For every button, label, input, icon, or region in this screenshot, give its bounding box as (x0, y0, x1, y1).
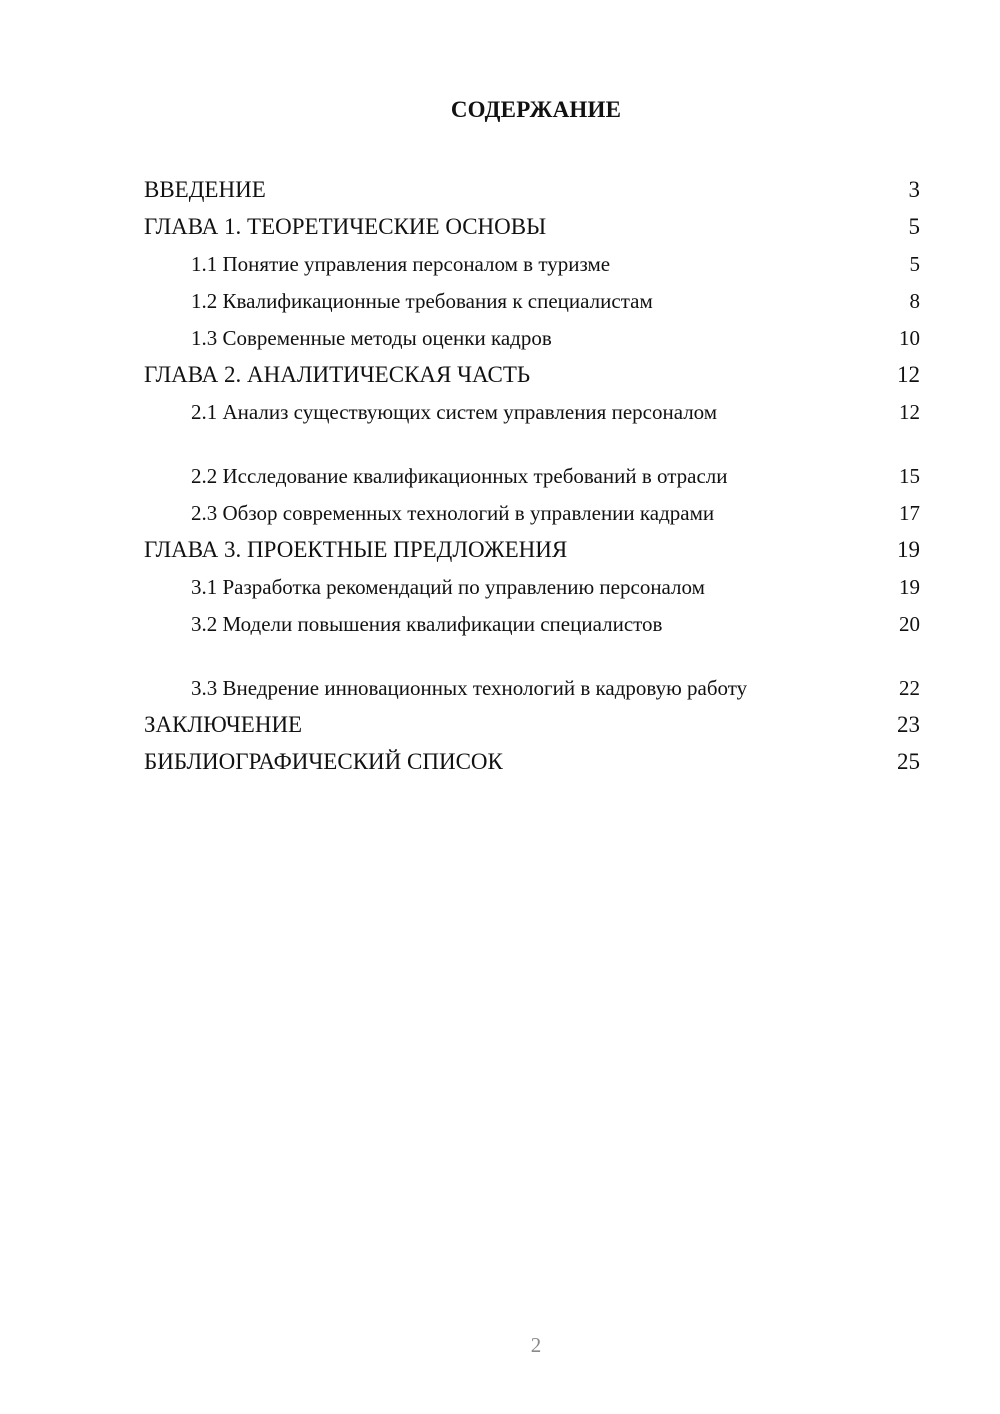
toc-entry-label: 2.3 Обзор современных технологий в управлении кадрами (191, 501, 715, 525)
toc-entry-section-2-2[interactable] (144, 429, 920, 493)
toc-entry-label: 2.2 Исследование квалификационных требований в отрасли (191, 464, 728, 488)
toc-entry-chapter-3[interactable] (144, 530, 920, 567)
toc-entry-page: 25 (897, 749, 920, 774)
toc-entry-page: 5 (908, 214, 920, 239)
toc-entry-page: 12 (897, 362, 920, 387)
toc-entry-section-3-1[interactable] (144, 567, 920, 604)
toc-entry-section-2-3[interactable] (144, 493, 920, 530)
toc-entry-chapter-1[interactable] (144, 207, 920, 244)
toc-entry-page: 10 (899, 326, 920, 350)
toc-entry-page: 19 (897, 537, 920, 562)
toc-entry-conclusion[interactable] (144, 705, 920, 742)
page-title: СОДЕРЖАНИЕ (450, 97, 622, 122)
toc-entry-introduction[interactable] (144, 170, 920, 207)
toc-entry-label: 1.3 Современные методы оценки кадров (191, 326, 552, 350)
toc-entry-label: БИБЛИОГРАФИЧЕСКИЙ СПИСОК (144, 749, 503, 774)
toc-entry-label: ГЛАВА 2. АНАЛИТИЧЕСКАЯ ЧАСТЬ (144, 362, 531, 387)
toc-entry-label: 3.1 Разработка рекомендаций по управлению персоналом (191, 575, 705, 599)
toc-entry-label: ЗАКЛЮЧЕНИЕ (144, 712, 303, 737)
toc-entry-label: ВВЕДЕНИЕ (144, 177, 266, 202)
toc-entry-page: 8 (909, 289, 920, 313)
toc-entry-section-3-3[interactable] (144, 641, 920, 705)
toc-entry-page: 22 (899, 676, 920, 700)
toc-entry-label: 1.1 Понятие управления персоналом в туризме (191, 252, 611, 276)
toc-entry-page: 23 (897, 712, 920, 737)
toc-entry-label: 2.1 Анализ существующих систем управления персоналом (191, 400, 718, 424)
toc-entry-label: 3.2 Модели повышения квалификации специалистов (191, 612, 663, 636)
toc-entry-page: 19 (899, 575, 920, 599)
toc-entry-page: 12 (899, 400, 920, 424)
toc-entry-label: 3.3 Внедрение инновационных технологий в кадровую работу (191, 676, 748, 700)
toc-entry-bibliography[interactable] (144, 742, 920, 779)
toc-entry-page: 5 (909, 252, 920, 276)
toc-entry-page: 20 (899, 612, 920, 636)
toc-entry-section-1-2[interactable] (144, 281, 920, 318)
toc-entry-page: 3 (908, 177, 920, 202)
toc-entry-section-3-2[interactable] (144, 604, 920, 641)
toc-entry-label: ГЛАВА 1. ТЕОРЕТИЧЕСКИЕ ОСНОВЫ (144, 214, 547, 239)
toc-entry-section-1-3[interactable] (144, 318, 920, 355)
toc-entry-section-2-1[interactable] (144, 392, 920, 429)
table-of-contents (144, 170, 920, 779)
toc-entry-page: 15 (899, 464, 920, 488)
toc-entry-label: 1.2 Квалификационные требования к специалистам (191, 289, 653, 313)
toc-entry-page: 17 (899, 501, 920, 525)
toc-entry-label: ГЛАВА 3. ПРОЕКТНЫЕ ПРЕДЛОЖЕНИЯ (144, 537, 568, 562)
page-number: 2 (530, 1333, 542, 1357)
toc-entry-chapter-2[interactable] (144, 355, 920, 392)
toc-entry-section-1-1[interactable] (144, 244, 920, 281)
